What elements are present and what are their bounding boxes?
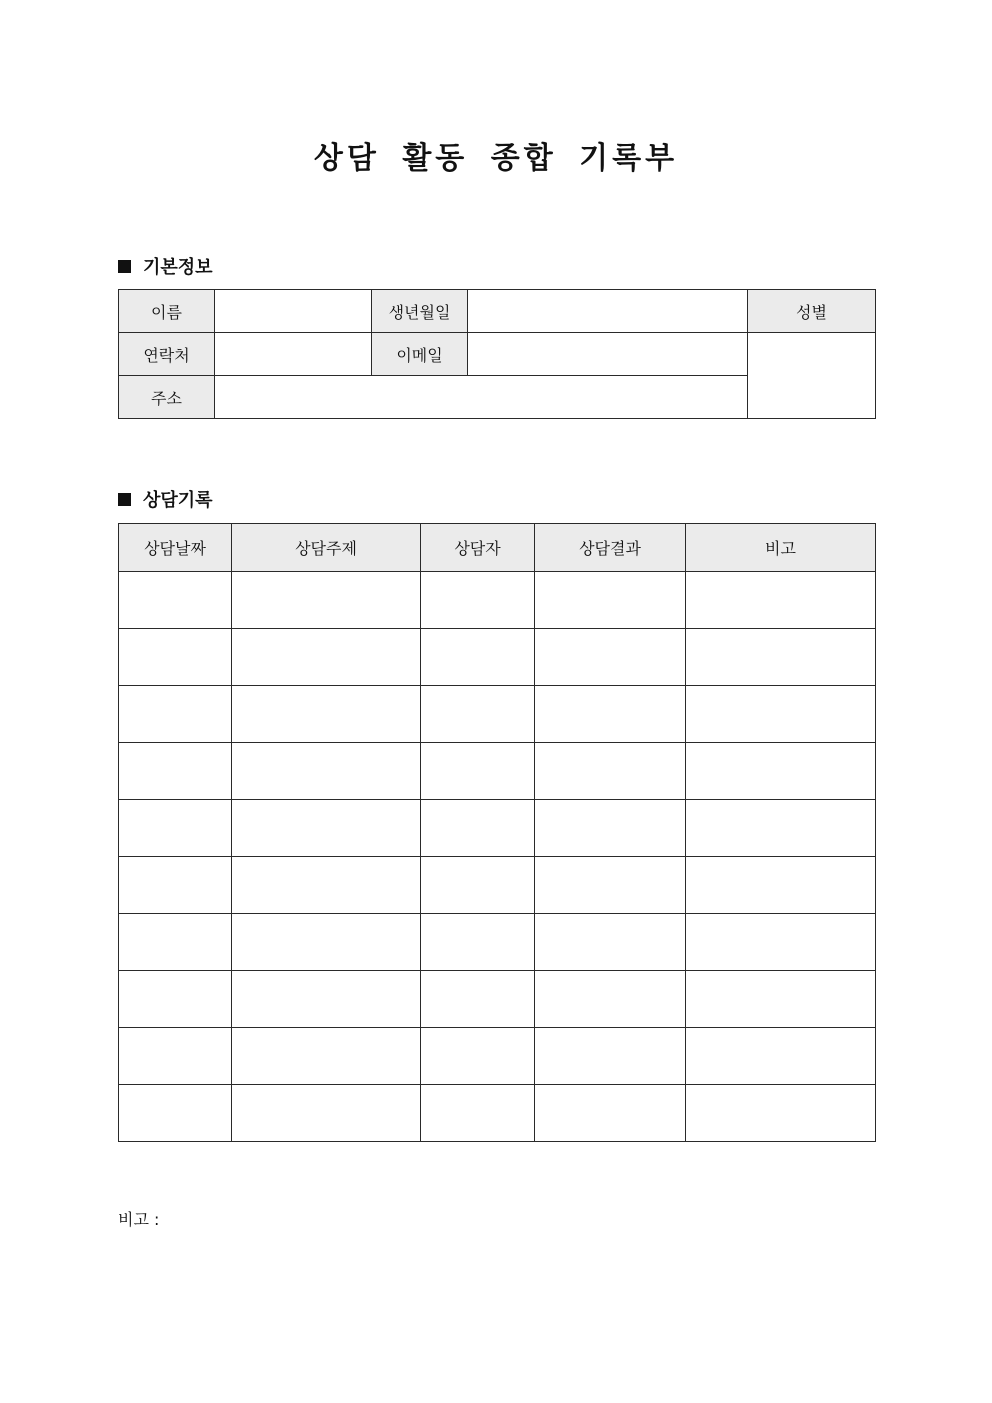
table-cell[interactable]: [686, 857, 876, 914]
table-row: [119, 1085, 876, 1142]
table-cell[interactable]: [421, 1028, 535, 1085]
table-cell[interactable]: [421, 800, 535, 857]
section-heading-basic-info: [118, 253, 213, 279]
section-heading-label: 기본정보: [143, 257, 213, 278]
table-cell[interactable]: [119, 1085, 232, 1142]
table-cell[interactable]: [232, 743, 421, 800]
table-cell[interactable]: [535, 686, 686, 743]
table-cell[interactable]: [119, 914, 232, 971]
column-header-result: 상담결과: [535, 524, 686, 572]
table-cell[interactable]: [535, 572, 686, 629]
address-label: 주소: [119, 376, 215, 419]
table-cell[interactable]: [232, 686, 421, 743]
table-cell[interactable]: [232, 629, 421, 686]
table-cell[interactable]: [421, 686, 535, 743]
address-field[interactable]: [215, 376, 748, 419]
footer-note-label: 비고 :: [118, 1210, 160, 1229]
table-cell[interactable]: [686, 800, 876, 857]
birthdate-label: 생년월일: [372, 290, 468, 333]
table-row: [119, 629, 876, 686]
table-cell[interactable]: [119, 686, 232, 743]
table-cell[interactable]: [232, 1085, 421, 1142]
table-cell[interactable]: [119, 800, 232, 857]
table-cell[interactable]: [686, 629, 876, 686]
table-cell[interactable]: [421, 1085, 535, 1142]
basic-info-table: [118, 289, 876, 419]
table-cell[interactable]: [535, 857, 686, 914]
table-cell[interactable]: [535, 800, 686, 857]
table-row: [119, 914, 876, 971]
table-cell[interactable]: [686, 572, 876, 629]
table-cell[interactable]: [535, 1028, 686, 1085]
gender-field[interactable]: [748, 333, 876, 419]
table-cell[interactable]: [232, 800, 421, 857]
table-cell[interactable]: [421, 857, 535, 914]
table-row: [119, 971, 876, 1028]
table-cell[interactable]: [686, 1085, 876, 1142]
table-cell[interactable]: [119, 572, 232, 629]
page-title: 상담 활동 종합 기록부: [313, 141, 679, 176]
records-header-row: [119, 524, 876, 572]
table-cell[interactable]: [686, 743, 876, 800]
table-cell[interactable]: [119, 743, 232, 800]
table-cell[interactable]: [119, 857, 232, 914]
table-row: [119, 743, 876, 800]
gender-label: 성별: [748, 290, 876, 333]
contact-label: 연락처: [119, 333, 215, 376]
table-row: [119, 857, 876, 914]
table-cell[interactable]: [535, 743, 686, 800]
email-label: 이메일: [372, 333, 468, 376]
records-table: [118, 523, 876, 1142]
table-cell[interactable]: [232, 971, 421, 1028]
table-row: [119, 1028, 876, 1085]
table-cell[interactable]: [686, 1028, 876, 1085]
contact-field[interactable]: [215, 333, 372, 376]
records-body: [119, 572, 876, 1142]
basic-info-row-1: [119, 290, 876, 333]
square-bullet-icon: [118, 493, 131, 506]
table-cell[interactable]: [232, 1028, 421, 1085]
table-cell[interactable]: [421, 743, 535, 800]
table-row: [119, 800, 876, 857]
section-heading-label: 상담기록: [143, 490, 213, 511]
table-cell[interactable]: [119, 971, 232, 1028]
table-cell[interactable]: [535, 971, 686, 1028]
table-row: [119, 572, 876, 629]
table-cell[interactable]: [421, 629, 535, 686]
name-label: 이름: [119, 290, 215, 333]
section-heading-records: [118, 486, 213, 512]
name-field[interactable]: [215, 290, 372, 333]
table-cell[interactable]: [119, 629, 232, 686]
table-cell[interactable]: [421, 572, 535, 629]
table-cell[interactable]: [232, 857, 421, 914]
table-cell[interactable]: [686, 971, 876, 1028]
column-header-date: 상담날짜: [119, 524, 232, 572]
table-cell[interactable]: [535, 629, 686, 686]
birthdate-field[interactable]: [468, 290, 748, 333]
table-cell[interactable]: [421, 971, 535, 1028]
column-header-topic: 상담주제: [232, 524, 421, 572]
square-bullet-icon: [118, 260, 131, 273]
table-cell[interactable]: [535, 914, 686, 971]
email-field[interactable]: [468, 333, 748, 376]
basic-info-row-2: [119, 333, 876, 376]
table-cell[interactable]: [686, 914, 876, 971]
table-cell[interactable]: [232, 572, 421, 629]
table-cell[interactable]: [119, 1028, 232, 1085]
table-cell[interactable]: [232, 914, 421, 971]
column-header-remarks: 비고: [686, 524, 876, 572]
table-row: [119, 686, 876, 743]
table-cell[interactable]: [686, 686, 876, 743]
table-cell[interactable]: [535, 1085, 686, 1142]
column-header-counselor: 상담자: [421, 524, 535, 572]
table-cell[interactable]: [421, 914, 535, 971]
